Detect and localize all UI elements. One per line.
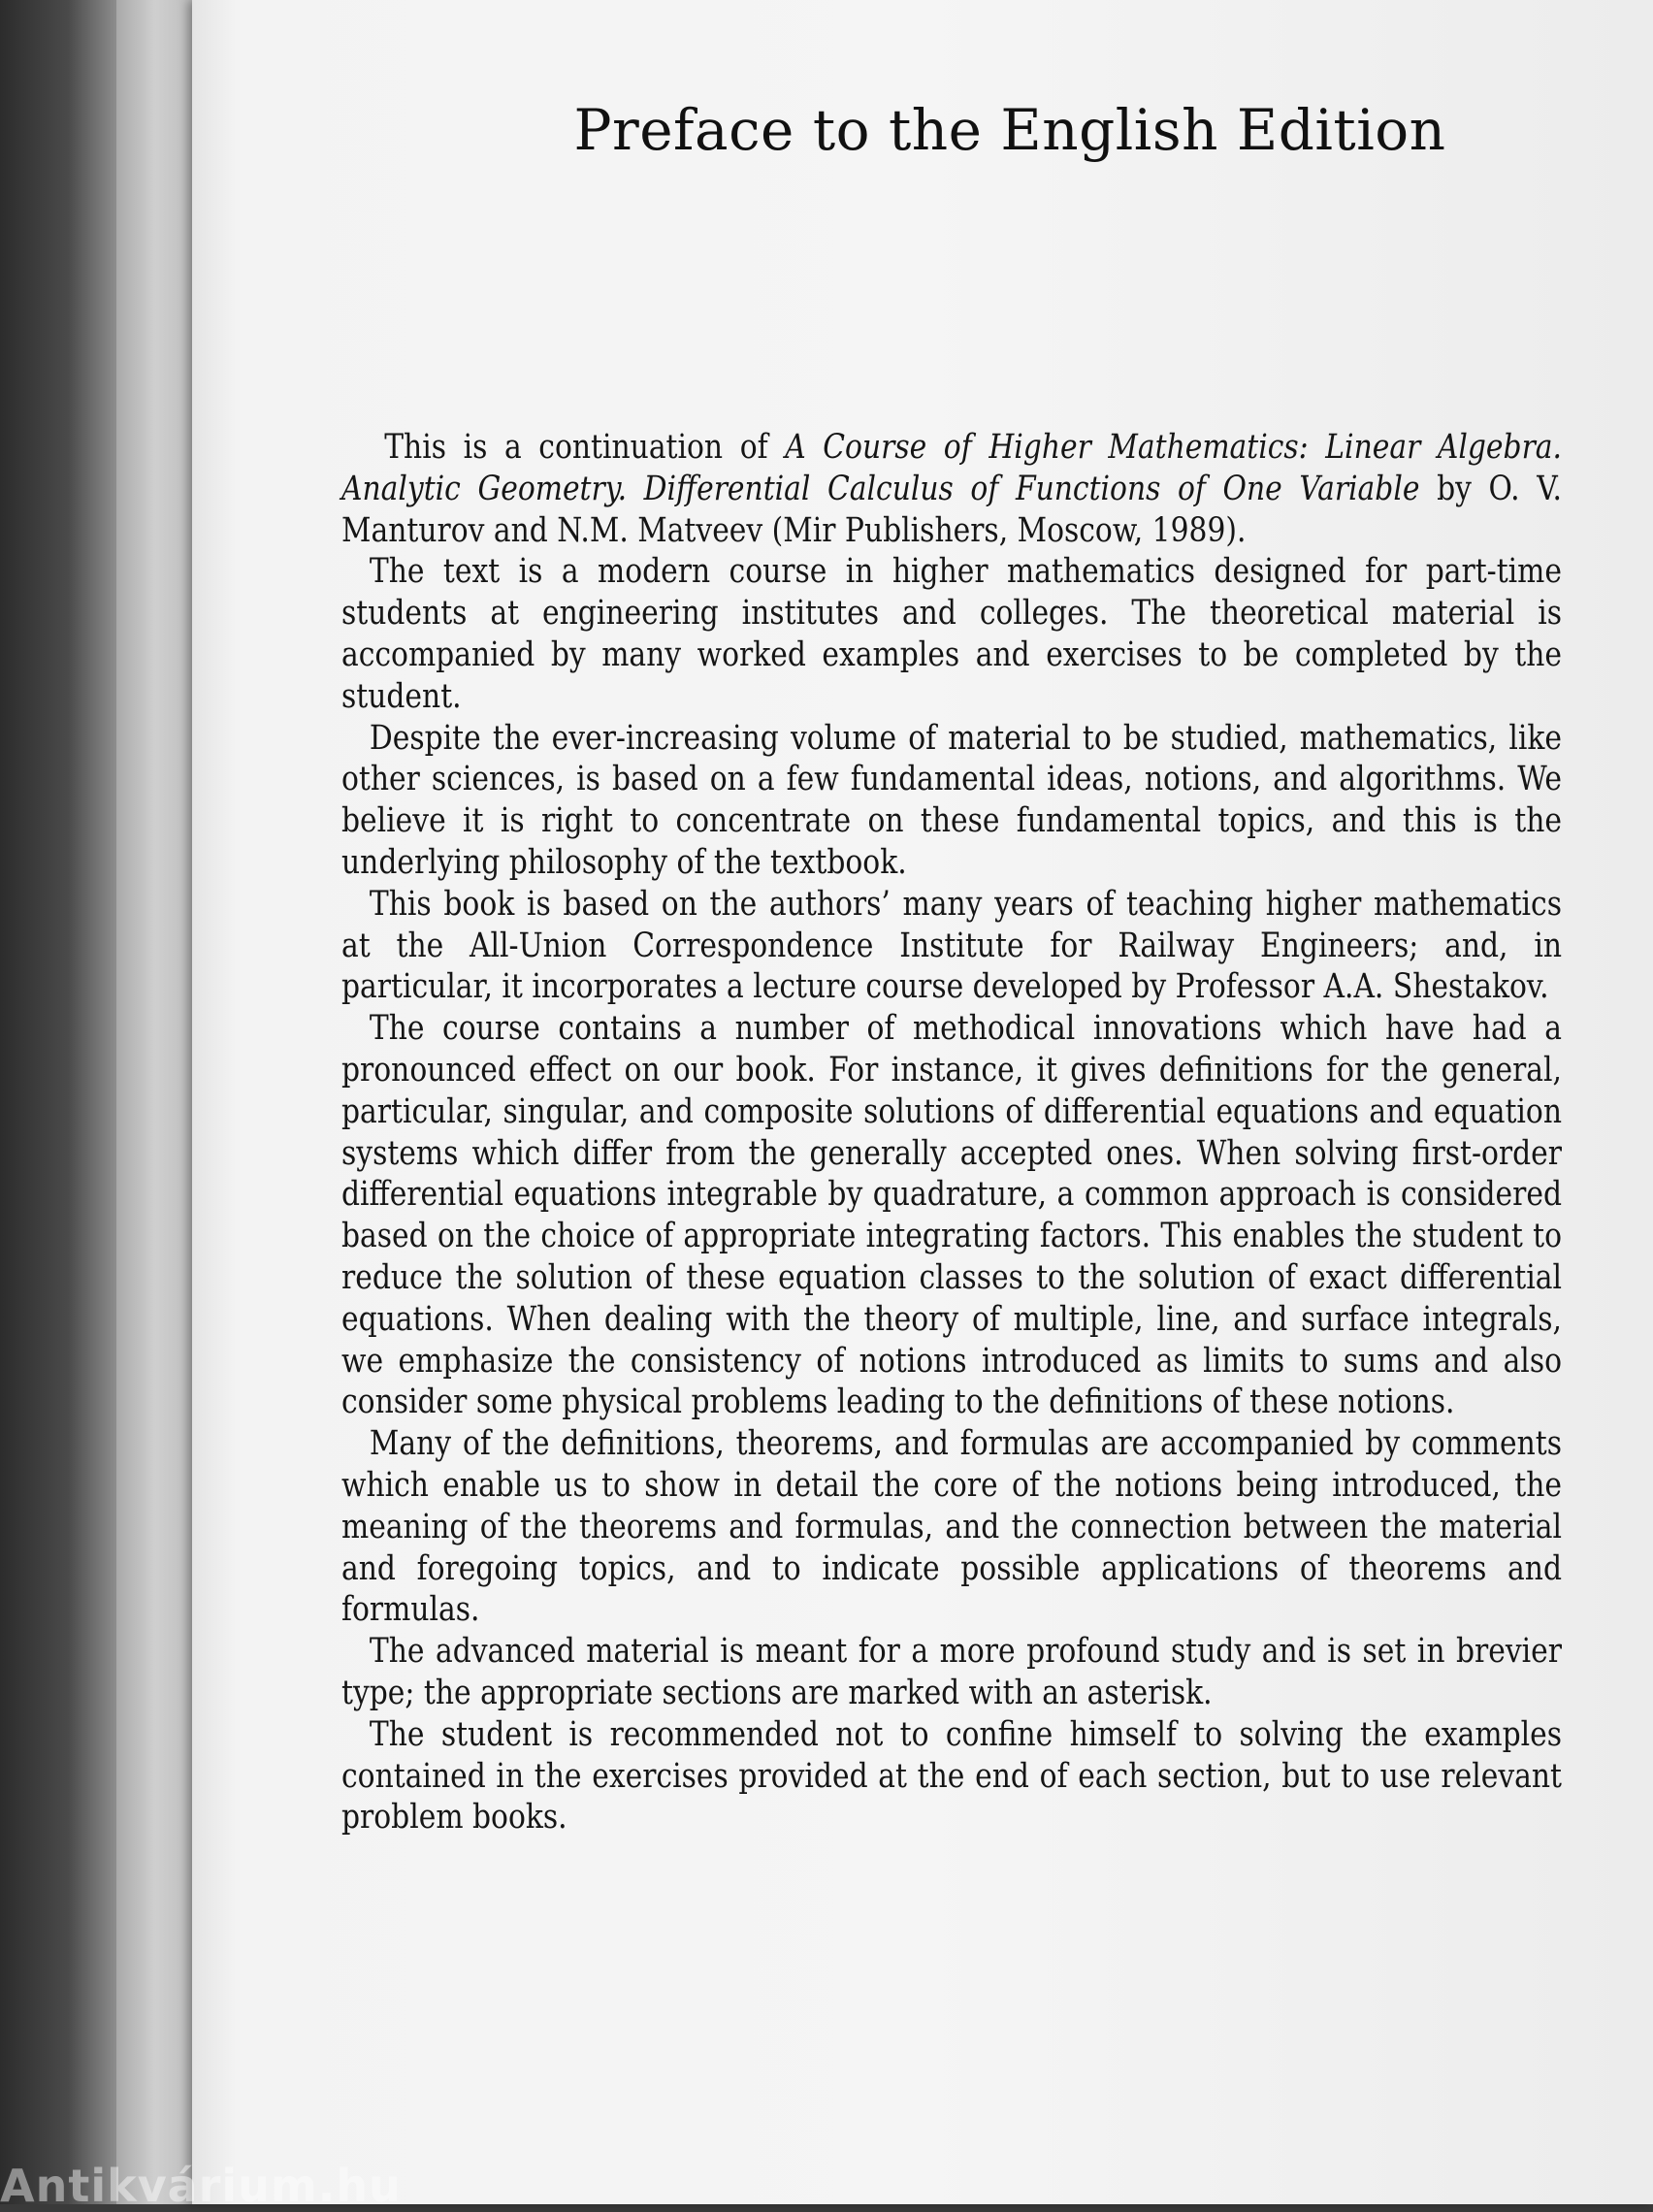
watermark: Antikvárium.hu (0, 2160, 402, 2212)
paragraph-3: Despite the ever-increasing volume of material to be studied, mathematics, like other sciences, is based on a few fundamental ideas, notions, and algorithms. We believe it is right to concentrate on these fundamental topics, and this is the underlying philosophy of the textbook. (341, 718, 1562, 882)
left-page-edge (116, 0, 194, 2204)
paragraph-6: Many of the definitions, theorems, and formulas are accompanied by comments which enable us to show in detail the core of the notions being introduced, the meaning of the theorems and formulas, and the connection between the material and foregoing topics, and to indicate possible applications of theorems and formulas. (341, 1424, 1562, 1630)
book-title-italic: A Course of Higher Mathematics: Linear Algebra. Analytic Geometry. Differential Calculus of Functions of One Variable (341, 428, 1562, 508)
paragraph-1 (341, 427, 1562, 551)
preface-body (341, 427, 1562, 1838)
paragraph-2: The text is a modern course in higher mathematics designed for part-time students at engineering institutes and colleges. The theoretical material is accompanied by many worked examples and exercises to be completed by the student. (341, 552, 1562, 716)
paragraph-4: This book is based on the authors’ many years of teaching higher mathematics at the All-Union Correspondence Institute for Railway Engineers; and, in particular, it incorporates a lecture course developed by Professor A.A. Shestakov. (341, 884, 1562, 1007)
book-page (192, 0, 1653, 2204)
paragraph-8: The student is recommended not to confine himself to solving the examples contained in the exercises provided at the end of each section, but to use relevant problem books. (341, 1714, 1562, 1838)
page-title: Preface to the English Edition (573, 97, 1446, 163)
paragraph-1-intro: This is a continuation of (384, 428, 786, 467)
paragraph-1-authors: by O. V. Manturov and N.M. Matveev (Mir Publishers, Moscow, 1989). (341, 469, 1562, 550)
paragraph-5: The course contains a number of methodical innovations which have had a pronounced effect on our book. For instance, it gives definitions for the general, particular, singular, and composite solutions of differential equations and equation systems which differ from the generally accepted ones. When solving first-order differential equations integrable by quadrature, a common approach is considered based on the choice of appropriate integrating factors. This enables the student to reduce the solution of these equation classes to the solution of exact differential equations. When dealing with the theory of multiple, line, and surface integrals, we emphasize the consistency of notions introduced as limits to sums and also consider some physical problems leading to the definitions of these notions. (341, 1009, 1562, 1422)
paragraph-7: The advanced material is meant for a more profound study and is set in brevier type; the appropriate sections are marked with an asterisk. (341, 1632, 1562, 1712)
